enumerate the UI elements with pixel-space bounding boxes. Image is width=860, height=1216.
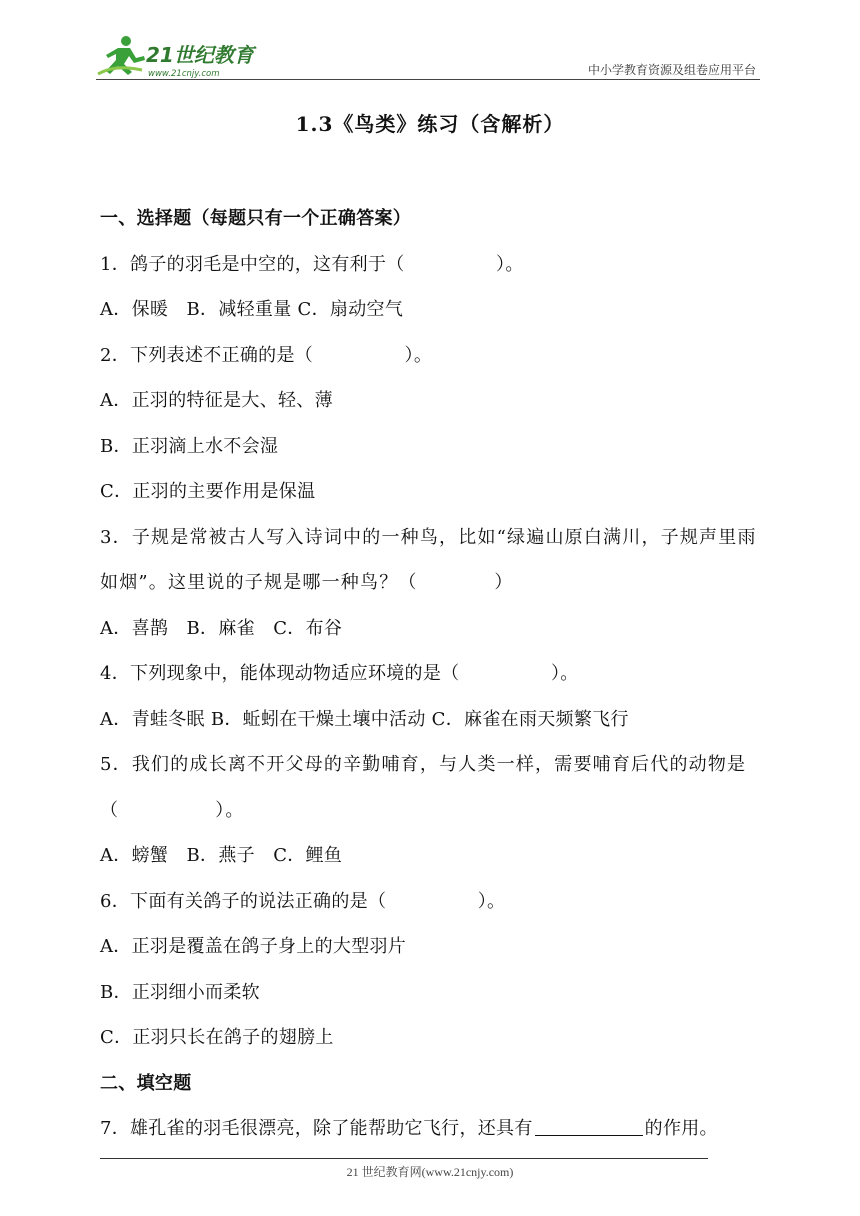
platform-name: 中小学教育资源及组卷应用平台 — [587, 63, 756, 77]
question-6-option-a: A．正羽是覆盖在鸽子身上的大型羽片 — [100, 936, 407, 957]
section-heading-choice: 一、选择题（每题只有一个正确答案） — [100, 208, 412, 229]
question-2-option-a: A．正羽的特征是大、轻、薄 — [100, 390, 333, 411]
question-7-before: 7．雄孔雀的羽毛很漂亮，除了能帮助它飞行，还具有 — [100, 1118, 533, 1139]
question-6-option-b: B．正羽细小而柔软 — [100, 981, 260, 1003]
question-2-option-c: C．正羽的主要作用是保温 — [100, 481, 316, 502]
question-1-stem: 1．鸽子的羽毛是中空的，这有利于（ ）。 — [100, 253, 524, 275]
page-title: 1.3《鸟类》练习（含解析） — [295, 112, 565, 136]
site-logo — [96, 34, 266, 80]
question-6-stem: 6．下面有关鸽子的说法正确的是（ ）。 — [100, 890, 506, 912]
logo-url: www.21cnjy.com — [148, 69, 220, 79]
question-7-after: 的作用。 — [644, 1118, 718, 1139]
question-6-option-c: C．正羽只长在鸽子的翅膀上 — [100, 1027, 334, 1048]
question-5-options: A．螃蟹 B．燕子 C．鲤鱼 — [100, 845, 343, 866]
exercise-content — [100, 196, 765, 1152]
answer-blank — [535, 1119, 643, 1136]
question-4-options: A．青蛙冬眠 B．蚯蚓在干燥土壤中活动 C．麻雀在雨天频繁飞行 — [100, 708, 629, 730]
question-3-options: A．喜鹊 B．麻雀 C．布谷 — [100, 617, 343, 639]
section-heading-fill: 二、填空题 — [100, 1072, 192, 1094]
question-1-options: A．保暖 B．减轻重量 C．扇动空气 — [100, 299, 404, 320]
header-divider — [96, 79, 760, 80]
question-7 — [100, 1106, 765, 1152]
question-3-stem: 3．子规是常被古人写入诗词中的一种鸟，比如“绿遍山原白满川，子规声里雨如烟”。这里说的子规是哪一种鸟？（ ） — [100, 526, 757, 593]
question-4-stem: 4．下列现象中，能体现动物适应环境的是（ ）。 — [100, 663, 579, 684]
footer-divider — [100, 1158, 708, 1159]
footer-source: 21 世纪教育网(www.21cnjy.com) — [346, 1165, 514, 1179]
question-5-stem: 5．我们的成长离不开父母的辛勤哺育，与人类一样，需要哺育后代的动物是（ ）。 — [100, 754, 747, 821]
question-2-option-b: B．正羽滴上水不会湿 — [100, 435, 279, 457]
running-figure-icon — [98, 36, 145, 75]
question-2-stem: 2．下列表述不正确的是（ ）。 — [100, 344, 433, 366]
logo-brand: 21世纪教育 — [146, 43, 254, 67]
